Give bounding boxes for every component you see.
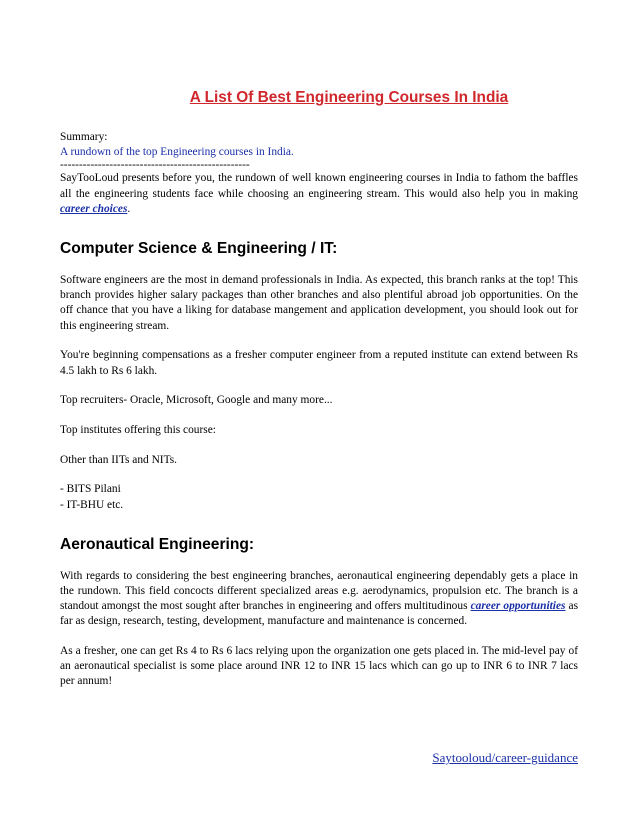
footer-career-guidance-link[interactable]: Saytooloud/career-guidance [432,750,578,765]
aero-paragraph-1 [60,569,578,630]
cse-paragraph-1: Software engineers are the most in demand professionals in India. As expected, this branch ranks at the top! This branch provides higher salary packages than other branches and also plentiful abroad job opportunities. On the off chance that you have a liking for database mangement and application development, you should look out for this engineering stream. [60,274,578,332]
career-choices-link[interactable]: career choices [60,202,128,215]
cse-recruiters: Top recruiters- Oracle, Microsoft, Google and many more... [60,394,333,407]
summary-divider: -------------------------------------------------- [60,159,250,172]
cse-institutes-heading: Top institutes offering this course: [60,423,216,436]
summary-line: A rundown of the top Engineering courses in India. [60,146,294,159]
page-title: A List Of Best Engineering Courses In India [189,89,509,106]
section-heading-aero: Aeronautical Engineering: [60,535,255,553]
aero-text: With regards to considering the best engineering branches, aeronautical engineering dependably gets a place in the rundown. This field concocts different specialized areas e.g. aerodynamics, propulsion etc. The branch is a standout amongst the most sought after branches in engineering and offers multitudinous [60,569,578,613]
document-body [60,88,578,690]
aero-text-end: as far as design, research, testing, development, manufacture and maintenance is concerned. [60,600,578,628]
list-item: - BITS Pilani [60,483,121,496]
career-opportunities-link[interactable]: career opportunities [470,600,566,613]
summary-label: Summary: [60,131,108,143]
intro-end: . [127,202,131,215]
cse-paragraph-2: You're beginning compensations as a fresher computer engineer from a reputed institute can extend between Rs 4.5 lakh to Rs 6 lakh. [60,349,578,377]
list-item: - IT-BHU etc. [60,498,124,511]
section-heading-cse: Computer Science & Engineering / IT: [60,240,338,258]
cse-other-than: Other than IITs and NITs. [60,453,178,466]
aero-paragraph-2: As a fresher, one can get Rs 4 to Rs 6 lacs relying upon the organization one gets placed in. The mid-level pay of an aeronautical specialist is some place around INR 12 to INR 15 lacs which can go up to INR 6 to INR 7 lacs per annum! [60,645,578,688]
intro-paragraph [60,171,578,217]
intro-text: SayTooLoud presents before you, the rundown of well known engineering courses in India to fathom the baffles all the engineering students face while choosing an engineering stream. This would also help you in making [60,172,578,200]
